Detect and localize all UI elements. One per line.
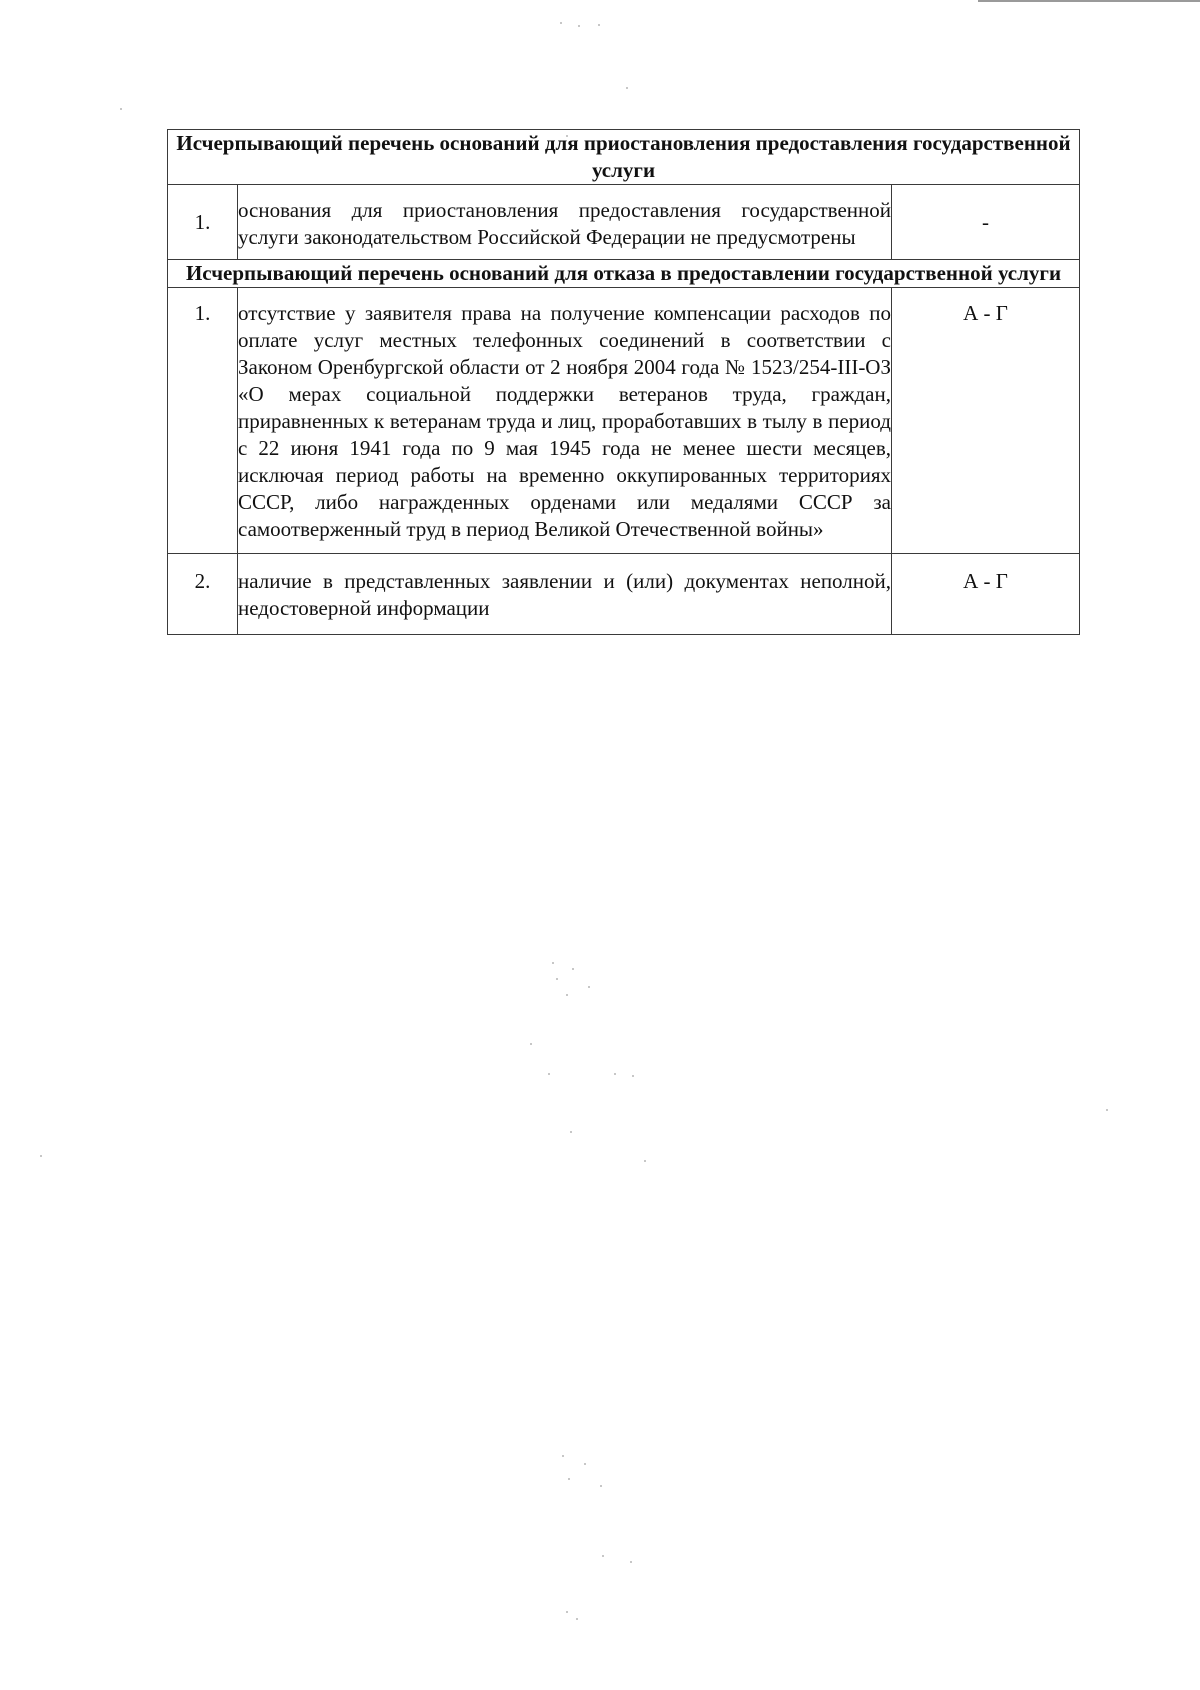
row-number: 2. <box>168 554 238 635</box>
scan-speck <box>584 1463 586 1465</box>
scan-speck <box>562 1455 564 1457</box>
table-row <box>168 554 1080 635</box>
row-reference: А - Г <box>892 554 1080 635</box>
scan-speck <box>588 986 590 988</box>
row-number: 1. <box>168 288 238 554</box>
grounds-table <box>167 129 1080 635</box>
scan-speck <box>578 25 580 27</box>
scan-speck <box>644 1160 646 1162</box>
row-reference: - <box>892 185 1080 260</box>
refusal-section-heading: Исчерпывающий перечень оснований для отказа в предоставлении государственной услуги <box>168 260 1080 288</box>
scan-speck <box>600 1485 602 1487</box>
scan-speck <box>572 968 574 970</box>
table-row <box>168 185 1080 260</box>
row-text: отсутствие у заявителя права на получение компенсации расходов по оплате услуг местных телефонных соединений в соответствии с Законом Оренбургской области от 2 ноября 2004 года № 1523/254-III-ОЗ «О мерах социальной поддержки ветеранов труда, граждан, приравненных к ветеранам труда и лиц, проработавших в тылу в период с 22 июня 1941 года по 9 мая 1945 года не менее шести месяцев, исключая период работы на временно оккупированных территориях СССР, либо награжденных орденами или медалями СССР за самоотверженный труд в период Великой Отечественной войны» <box>238 288 892 554</box>
section-header-row <box>168 130 1080 185</box>
scan-speck <box>630 1561 632 1563</box>
scan-speck <box>120 108 122 110</box>
row-text: основания для приостановления предоставления государственной услуги законодательством Российской Федерации не предусмотрены <box>238 185 892 260</box>
table-row <box>168 288 1080 554</box>
scan-speck <box>566 1611 568 1613</box>
scan-speck <box>632 1075 634 1077</box>
scan-speck <box>570 1131 572 1133</box>
scan-speck <box>1106 1109 1108 1111</box>
scan-speck <box>602 1555 604 1557</box>
scan-speck <box>548 1073 550 1075</box>
scan-speck <box>576 1618 578 1620</box>
section-header-row <box>168 260 1080 288</box>
row-reference: А - Г <box>892 288 1080 554</box>
scan-speck <box>598 24 600 26</box>
scan-speck <box>552 962 554 964</box>
suspension-section-heading: Исчерпывающий перечень оснований для приостановления предоставления государственной услуги <box>168 130 1080 185</box>
scan-edge-line <box>978 0 1200 2</box>
scan-speck <box>568 1478 570 1480</box>
scan-speck <box>556 978 558 980</box>
scan-speck <box>40 1155 42 1157</box>
scan-speck <box>626 87 628 89</box>
scan-speck <box>530 1043 532 1045</box>
scan-speck <box>614 1073 616 1075</box>
scan-speck <box>560 22 562 24</box>
row-number: 1. <box>168 185 238 260</box>
row-text: наличие в представленных заявлении и (или) документах неполной, недостоверной информации <box>238 554 892 635</box>
scan-speck <box>566 994 568 996</box>
